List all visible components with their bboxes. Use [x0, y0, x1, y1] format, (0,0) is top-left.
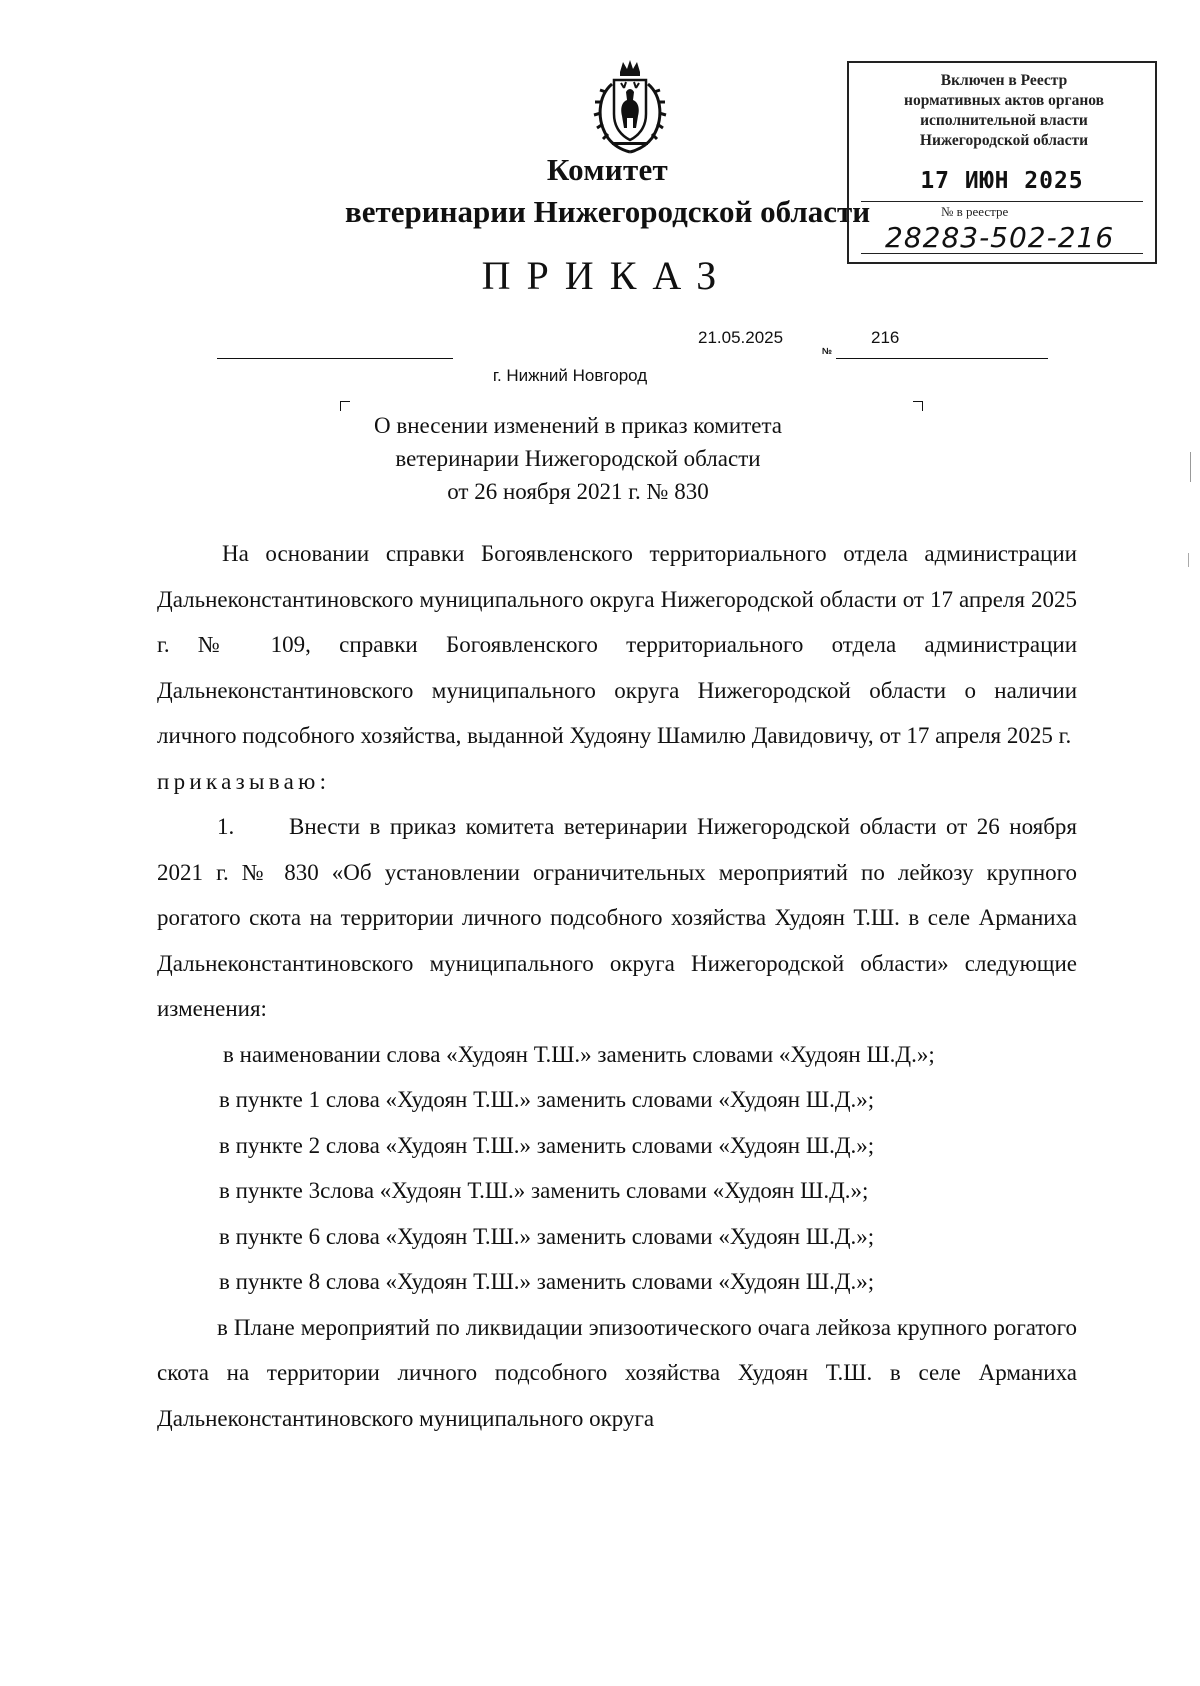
- date-underline: [217, 358, 453, 359]
- subject-line: О внесении изменений в приказ комитета: [373, 413, 783, 438]
- change-item: в пункте 6 слова «Худоян Т.Ш.» заменить словами «Худоян Ш.Д.»;: [219, 1223, 875, 1249]
- stamp-text-line: Нижегородской области: [919, 132, 1089, 149]
- order-subject: [0, 409, 1200, 508]
- scan-margin-mark: [1188, 553, 1189, 567]
- change-item: в пункте 1 слова «Худоян Т.Ш.» заменить словами «Худоян Ш.Д.»;: [219, 1087, 875, 1112]
- stamp-divider: [861, 201, 1143, 202]
- change-item: в наименовании слова «Худоян Т.Ш.» заменить словами «Худоян Ш.Д.»;: [223, 1041, 935, 1067]
- org-name-line1: Комитет: [546, 152, 669, 187]
- stamp-text: [849, 71, 1159, 151]
- stamp-number-label: № в реестре: [941, 204, 1009, 219]
- stamp-text-line: исполнительной власти: [920, 112, 1088, 129]
- item-1-number: 1.: [217, 814, 235, 839]
- org-name-line2: ветеринарии Нижегородской области: [345, 194, 871, 229]
- coat-of-arms-deer-icon: [590, 58, 670, 154]
- subject-line: от 26 ноября 2021 г. № 830: [447, 479, 709, 504]
- change-item: в пункте 8 слова «Худоян Т.Ш.» заменить словами «Худоян Ш.Д.»;: [219, 1269, 875, 1294]
- order-body: [157, 531, 1077, 1441]
- basis-paragraph: На основании справки Богоявленского территориального отдела администрации Дальнеконстантиновского муниципального округа Нижегородской области от 17 апреля 2025 г. № 109, справки Богоявленского территориального отдела администрации Дальнеконстантиновского муниципального округа Нижегородской области о наличии личного подсобного хозяйства, выданной Худояну Шамилю Давидовичу, от 17 апреля 2025 г.: [157, 541, 1077, 748]
- document-type-title: ПРИКАЗ: [481, 253, 733, 298]
- stamp-divider: [861, 253, 1143, 254]
- item-1-paragraph: [157, 804, 1077, 1032]
- order-number: 216: [871, 328, 900, 347]
- stamp-date: 17 ИЮН 2025: [920, 168, 1084, 194]
- change-item: в пункте 3слова «Худоян Т.Ш.» заменить словами «Худоян Ш.Д.»;: [219, 1178, 869, 1203]
- order-date: 21.05.2025: [698, 328, 784, 347]
- stamp-registry-number: 28283-502-216: [885, 221, 1115, 254]
- stamp-text-line: нормативных актов органов: [904, 92, 1104, 109]
- decree-word: приказываю:: [157, 768, 331, 794]
- scan-margin-mark: [1190, 452, 1191, 482]
- subject-line: ветеринарии Нижегородской области: [395, 446, 761, 471]
- registry-stamp: [847, 61, 1157, 264]
- order-number-prefix: №: [822, 346, 833, 356]
- change-item: в пункте 2 слова «Худоян Т.Ш.» заменить словами «Худоян Ш.Д.»;: [219, 1132, 875, 1158]
- item-1-text: Внести в приказ комитета ветеринарии Нижегородской области от 26 ноября 2021 г. № 830 «Об установлении ограничительных мероприятий по лейкозу крупного рогатого скота на территории личного подсобного хозяйства Худоян Т.Ш. в селе Арманиха Дальнеконстантиновского муниципального округа Нижегородской области» следующие изменения:: [157, 814, 1077, 1021]
- stamp-text-line: Включен в Реестр: [940, 72, 1068, 89]
- plan-paragraph: в Плане мероприятий по ликвидации эпизоотического очага лейкоза крупного рогатого скота на территории личного подсобного хозяйства Худоян Т.Ш. в селе Арманиха Дальнеконстантиновского муниципального округа: [157, 1314, 1077, 1431]
- number-underline: [836, 358, 1048, 359]
- city: г. Нижний Новгород: [492, 366, 648, 385]
